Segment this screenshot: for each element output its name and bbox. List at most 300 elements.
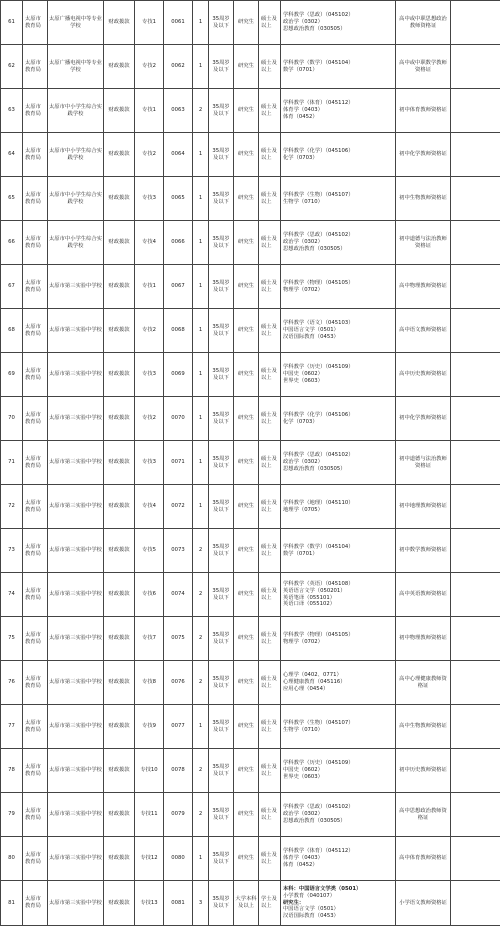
row-dept-cell: 太原市教育局 (23, 881, 48, 926)
row-seq-cell: 81 (1, 881, 23, 926)
row-code-cell: 0078 (164, 749, 193, 793)
table-row (1, 573, 500, 617)
row-unit-cell: 太原市中小学生综合实践学校 (48, 221, 104, 265)
row-notes-cell: 初中地理教师资格证 (396, 485, 451, 529)
table-row (1, 177, 500, 221)
row-funding-cell: 财政拨款 (104, 221, 135, 265)
row-notes-cell: 初中道德与法治教师资格证 (396, 221, 451, 265)
row-seq-cell: 63 (1, 89, 23, 133)
major-line: 体育（0452） (283, 862, 394, 869)
row-education-cell: 研究生 (234, 397, 259, 441)
row-majors-cell (281, 881, 396, 926)
row-count-cell: 1 (193, 177, 209, 221)
row-notes-cell: 初中数学教师资格证 (396, 529, 451, 573)
row-count-cell: 2 (193, 793, 209, 837)
table-row (1, 133, 500, 177)
row-code-cell: 0061 (164, 1, 193, 45)
row-notes-cell: 高中心理健康教师资格证 (396, 661, 451, 705)
major-line: 化学（0703） (283, 155, 394, 162)
row-seq-cell: 75 (1, 617, 23, 661)
major-line: 英语语言文学（050201） (283, 588, 394, 595)
row-unit-cell: 太原市第三实验中学校 (48, 661, 104, 705)
row-code-cell: 0072 (164, 485, 193, 529)
row-dept-cell: 太原市教育局 (23, 45, 48, 89)
row-empty-cell (451, 881, 500, 926)
row-empty-cell (451, 133, 500, 177)
row-degree-cell: 硕士及以上 (259, 441, 281, 485)
row-notes-cell: 初中生物教师资格证 (396, 177, 451, 221)
major-line: 体育（0452） (283, 114, 394, 121)
row-unit-cell: 太原市第三实验中学校 (48, 441, 104, 485)
row-dept-cell: 太原市教育局 (23, 177, 48, 221)
row-majors-cell (281, 661, 396, 705)
row-degree-cell: 硕士及以上 (259, 705, 281, 749)
row-majors-cell (281, 529, 396, 573)
row-age-cell: 35周岁及以下 (209, 177, 234, 221)
row-position-cell: 专技11 (135, 793, 164, 837)
row-degree-cell: 硕士及以上 (259, 661, 281, 705)
major-line: 学科教学（英语）（045108） (283, 581, 394, 588)
row-code-cell: 0065 (164, 177, 193, 221)
row-funding-cell: 财政拨款 (104, 485, 135, 529)
row-seq-cell: 78 (1, 749, 23, 793)
row-unit-cell: 太原市中小学生综合实践学校 (48, 177, 104, 221)
row-code-cell: 0071 (164, 441, 193, 485)
major-line: 英语笔译（055101） (283, 595, 394, 602)
table-row (1, 793, 500, 837)
row-funding-cell: 财政拨款 (104, 89, 135, 133)
row-age-cell: 35周岁及以下 (209, 441, 234, 485)
row-dept-cell: 太原市教育局 (23, 837, 48, 881)
major-line: 生物学（0710） (283, 727, 394, 734)
row-education-cell: 研究生 (234, 749, 259, 793)
row-education-cell: 研究生 (234, 793, 259, 837)
row-funding-cell: 财政拨款 (104, 881, 135, 926)
row-count-cell: 2 (193, 529, 209, 573)
row-dept-cell: 太原市教育局 (23, 749, 48, 793)
major-line: 体育学（0403） (283, 107, 394, 114)
major-line: 生物学（0710） (283, 199, 394, 206)
row-unit-cell: 太原市第三实验中学校 (48, 353, 104, 397)
row-degree-cell: 硕士及以上 (259, 837, 281, 881)
major-line: 思想政治教育（030505） (283, 818, 394, 825)
row-position-cell: 专技4 (135, 221, 164, 265)
major-line: 学科教学（化学）（045106） (283, 148, 394, 155)
row-age-cell: 35周岁及以下 (209, 45, 234, 89)
major-line: 思想政治教育（030505） (283, 466, 394, 473)
row-empty-cell (451, 353, 500, 397)
row-count-cell: 3 (193, 881, 209, 926)
major-line: 学科教学（生物）（045107） (283, 720, 394, 727)
row-count-cell: 1 (193, 221, 209, 265)
row-code-cell: 0075 (164, 617, 193, 661)
row-unit-cell: 太原广播电视中等专业学校 (48, 45, 104, 89)
row-education-cell: 研究生 (234, 661, 259, 705)
row-education-cell: 研究生 (234, 837, 259, 881)
row-count-cell: 2 (193, 617, 209, 661)
row-empty-cell (451, 617, 500, 661)
row-degree-cell: 硕士及以上 (259, 793, 281, 837)
row-count-cell: 2 (193, 573, 209, 617)
major-line: 世界史（0603） (283, 378, 394, 385)
row-position-cell: 专技12 (135, 837, 164, 881)
major-line: 中国史（0602） (283, 371, 394, 378)
row-notes-cell: 高中历史教师资格证 (396, 353, 451, 397)
row-majors-cell (281, 177, 396, 221)
row-position-cell: 专技3 (135, 177, 164, 221)
row-funding-cell: 财政拨款 (104, 793, 135, 837)
row-position-cell: 专技10 (135, 749, 164, 793)
row-empty-cell (451, 529, 500, 573)
row-empty-cell (451, 837, 500, 881)
row-education-cell: 研究生 (234, 617, 259, 661)
row-education-cell: 研究生 (234, 45, 259, 89)
major-line: 汉语国际教育（0453） (283, 334, 394, 341)
row-age-cell: 35周岁及以下 (209, 89, 234, 133)
major-line: 中国语言文学（0501） (283, 327, 394, 334)
row-empty-cell (451, 265, 500, 309)
row-code-cell: 0070 (164, 397, 193, 441)
row-count-cell: 1 (193, 1, 209, 45)
row-code-cell: 0080 (164, 837, 193, 881)
table-row (1, 705, 500, 749)
row-count-cell: 1 (193, 837, 209, 881)
row-position-cell: 专技2 (135, 45, 164, 89)
row-count-cell: 1 (193, 397, 209, 441)
row-degree-cell: 硕士及以上 (259, 397, 281, 441)
row-education-cell: 研究生 (234, 529, 259, 573)
row-seq-cell: 72 (1, 485, 23, 529)
row-code-cell: 0073 (164, 529, 193, 573)
row-unit-cell: 太原广播电视中等专业学校 (48, 1, 104, 45)
row-degree-cell: 硕士及以上 (259, 89, 281, 133)
table-row (1, 221, 500, 265)
table-row (1, 265, 500, 309)
row-position-cell: 专技1 (135, 1, 164, 45)
row-majors-cell (281, 397, 396, 441)
row-notes-cell: 小学语文教师资格证 (396, 881, 451, 926)
row-notes-cell: 高中体育教师资格证 (396, 837, 451, 881)
row-age-cell: 35周岁及以下 (209, 793, 234, 837)
row-education-cell: 研究生 (234, 309, 259, 353)
row-funding-cell: 财政拨款 (104, 353, 135, 397)
row-funding-cell: 财政拨款 (104, 573, 135, 617)
row-position-cell: 专技2 (135, 133, 164, 177)
major-line: 学科教学（思政）（045102） (283, 452, 394, 459)
row-dept-cell: 太原市教育局 (23, 353, 48, 397)
row-empty-cell (451, 89, 500, 133)
row-degree-cell: 硕士及以上 (259, 133, 281, 177)
row-age-cell: 35周岁及以下 (209, 617, 234, 661)
row-position-cell: 专技4 (135, 485, 164, 529)
row-position-cell: 专技13 (135, 881, 164, 926)
row-age-cell: 35周岁及以下 (209, 529, 234, 573)
row-funding-cell: 财政拨款 (104, 705, 135, 749)
row-seq-cell: 79 (1, 793, 23, 837)
major-line: 心理学（0402、0771） (283, 672, 394, 679)
row-education-cell: 研究生 (234, 353, 259, 397)
major-line: 学科教学（历史）（045109） (283, 364, 394, 371)
row-code-cell: 0076 (164, 661, 193, 705)
major-line: 政治学（0302） (283, 459, 394, 466)
row-degree-cell: 硕士及以上 (259, 353, 281, 397)
row-dept-cell: 太原市教育局 (23, 221, 48, 265)
row-majors-cell (281, 45, 396, 89)
row-empty-cell (451, 793, 500, 837)
row-position-cell: 专技8 (135, 661, 164, 705)
row-dept-cell: 太原市教育局 (23, 265, 48, 309)
row-age-cell: 35周岁及以下 (209, 309, 234, 353)
row-age-cell: 35周岁及以下 (209, 705, 234, 749)
row-dept-cell: 太原市教育局 (23, 133, 48, 177)
row-notes-cell: 初中化学教师资格证 (396, 397, 451, 441)
table-row (1, 485, 500, 529)
major-line: 学科教学（思政）（045102） (283, 804, 394, 811)
row-funding-cell: 财政拨款 (104, 309, 135, 353)
row-degree-cell: 硕士及以上 (259, 749, 281, 793)
table-row (1, 353, 500, 397)
row-unit-cell: 太原市第三实验中学校 (48, 881, 104, 926)
row-empty-cell (451, 45, 500, 89)
row-position-cell: 专技3 (135, 441, 164, 485)
major-line: 物理学（0702） (283, 639, 394, 646)
row-empty-cell (451, 221, 500, 265)
row-position-cell: 专技9 (135, 705, 164, 749)
table-row (1, 529, 500, 573)
row-notes-cell: 初中物理教师资格证 (396, 617, 451, 661)
row-seq-cell: 65 (1, 177, 23, 221)
row-dept-cell: 太原市教育局 (23, 529, 48, 573)
row-funding-cell: 财政拨款 (104, 529, 135, 573)
row-notes-cell: 初中道德与法治教师资格证 (396, 441, 451, 485)
row-position-cell: 专技6 (135, 573, 164, 617)
major-line: 学科教学（地理）（045110） (283, 500, 394, 507)
row-code-cell: 0064 (164, 133, 193, 177)
row-code-cell: 0079 (164, 793, 193, 837)
row-unit-cell: 太原市第三实验中学校 (48, 529, 104, 573)
row-age-cell: 35周岁及以下 (209, 837, 234, 881)
row-seq-cell: 66 (1, 221, 23, 265)
major-line: 学科教学（物理）（045105） (283, 280, 394, 287)
row-unit-cell: 太原市第三实验中学校 (48, 265, 104, 309)
table-row (1, 1, 500, 45)
row-seq-cell: 76 (1, 661, 23, 705)
row-majors-cell (281, 837, 396, 881)
major-line: 中国史（0602） (283, 767, 394, 774)
row-majors-cell (281, 353, 396, 397)
row-majors-cell (281, 749, 396, 793)
row-code-cell: 0077 (164, 705, 193, 749)
row-education-cell: 研究生 (234, 441, 259, 485)
table-row (1, 881, 500, 926)
row-code-cell: 0081 (164, 881, 193, 926)
row-seq-cell: 68 (1, 309, 23, 353)
table-row (1, 749, 500, 793)
row-degree-cell: 硕士及以上 (259, 617, 281, 661)
row-empty-cell (451, 705, 500, 749)
row-education-cell: 研究生 (234, 89, 259, 133)
row-count-cell: 2 (193, 661, 209, 705)
row-funding-cell: 财政拨款 (104, 265, 135, 309)
row-education-cell: 研究生 (234, 705, 259, 749)
row-majors-cell (281, 793, 396, 837)
major-line: 思想政治教育（030505） (283, 246, 394, 253)
row-degree-cell: 硕士及以上 (259, 309, 281, 353)
row-notes-cell: 高中语文教师资格证 (396, 309, 451, 353)
table-row (1, 661, 500, 705)
major-line: 化学（0703） (283, 419, 394, 426)
row-count-cell: 1 (193, 485, 209, 529)
major-line: 学科教学（数学）（045104） (283, 544, 394, 551)
row-empty-cell (451, 309, 500, 353)
row-count-cell: 1 (193, 705, 209, 749)
row-count-cell: 1 (193, 441, 209, 485)
row-degree-cell: 学士及以上 (259, 881, 281, 926)
row-dept-cell: 太原市教育局 (23, 573, 48, 617)
row-age-cell: 35周岁及以下 (209, 485, 234, 529)
major-line: 学科教学（体育）（045112） (283, 100, 394, 107)
row-position-cell: 专技1 (135, 265, 164, 309)
row-degree-cell: 硕士及以上 (259, 265, 281, 309)
row-empty-cell (451, 177, 500, 221)
row-unit-cell: 太原市第三实验中学校 (48, 837, 104, 881)
row-count-cell: 1 (193, 265, 209, 309)
row-majors-cell (281, 309, 396, 353)
row-age-cell: 35周岁及以下 (209, 573, 234, 617)
major-line: 政治学（0302） (283, 19, 394, 26)
major-line: 学科教学（化学）（045106） (283, 412, 394, 419)
row-notes-cell: 初中体育教师资格证 (396, 89, 451, 133)
major-line: 中国语言文学（0501） (283, 906, 394, 913)
row-degree-cell: 硕士及以上 (259, 177, 281, 221)
row-majors-cell (281, 485, 396, 529)
row-unit-cell: 太原市第三实验中学校 (48, 749, 104, 793)
major-line: 小学教育（040107） (283, 893, 394, 900)
row-notes-cell: 高中物理教师资格证 (396, 265, 451, 309)
row-funding-cell: 财政拨款 (104, 661, 135, 705)
row-position-cell: 专技1 (135, 89, 164, 133)
row-dept-cell: 太原市教育局 (23, 1, 48, 45)
row-unit-cell: 太原市第三实验中学校 (48, 573, 104, 617)
row-age-cell: 35周岁及以下 (209, 397, 234, 441)
row-unit-cell: 太原市第三实验中学校 (48, 309, 104, 353)
row-dept-cell: 太原市教育局 (23, 485, 48, 529)
row-seq-cell: 67 (1, 265, 23, 309)
row-position-cell: 专技2 (135, 309, 164, 353)
row-age-cell: 35周岁及以下 (209, 265, 234, 309)
row-position-cell: 专技3 (135, 353, 164, 397)
major-line: 学科教学（生物）（045107） (283, 192, 394, 199)
row-count-cell: 1 (193, 353, 209, 397)
major-line: 学科教学（体育）（045112） (283, 848, 394, 855)
table-row (1, 397, 500, 441)
table-row (1, 837, 500, 881)
major-line: 政治学（0302） (283, 811, 394, 818)
row-code-cell: 0074 (164, 573, 193, 617)
row-code-cell: 0068 (164, 309, 193, 353)
row-seq-cell: 71 (1, 441, 23, 485)
row-unit-cell: 太原市第三实验中学校 (48, 485, 104, 529)
row-degree-cell: 硕士及以上 (259, 485, 281, 529)
major-line: 心理健康教育（045116） (283, 679, 394, 686)
row-count-cell: 1 (193, 133, 209, 177)
row-seq-cell: 77 (1, 705, 23, 749)
row-dept-cell: 太原市教育局 (23, 441, 48, 485)
row-education-cell: 研究生 (234, 573, 259, 617)
major-line: 思想政治教育（030505） (283, 26, 394, 33)
major-line: 政治学（0302） (283, 239, 394, 246)
row-education-cell: 研究生 (234, 485, 259, 529)
row-majors-cell (281, 265, 396, 309)
row-code-cell: 0067 (164, 265, 193, 309)
row-education-cell: 研究生 (234, 221, 259, 265)
row-position-cell: 专技5 (135, 529, 164, 573)
row-age-cell: 35周岁及以下 (209, 881, 234, 926)
major-line: 研究生： (283, 900, 394, 907)
row-dept-cell: 太原市教育局 (23, 793, 48, 837)
row-dept-cell: 太原市教育局 (23, 705, 48, 749)
row-degree-cell: 硕士及以上 (259, 529, 281, 573)
row-seq-cell: 62 (1, 45, 23, 89)
major-line: 数学（0701） (283, 67, 394, 74)
major-line: 学科教学（思政）（045102） (283, 12, 394, 19)
row-age-cell: 35周岁及以下 (209, 661, 234, 705)
major-line: 学科教学（思政）（045102） (283, 232, 394, 239)
row-funding-cell: 财政拨款 (104, 617, 135, 661)
row-code-cell: 0063 (164, 89, 193, 133)
row-majors-cell (281, 1, 396, 45)
row-code-cell: 0066 (164, 221, 193, 265)
row-majors-cell (281, 133, 396, 177)
row-age-cell: 35周岁及以下 (209, 749, 234, 793)
row-unit-cell: 太原市第三实验中学校 (48, 793, 104, 837)
row-dept-cell: 太原市教育局 (23, 309, 48, 353)
row-notes-cell: 高中思想政治教师资格证 (396, 793, 451, 837)
major-line: 物理学（0702） (283, 287, 394, 294)
row-count-cell: 1 (193, 45, 209, 89)
row-empty-cell (451, 661, 500, 705)
table-body (1, 1, 500, 926)
row-seq-cell: 64 (1, 133, 23, 177)
major-line: 体育学（0403） (283, 855, 394, 862)
row-notes-cell: 高中英语教师资格证 (396, 573, 451, 617)
row-education-cell: 研究生 (234, 1, 259, 45)
row-empty-cell (451, 397, 500, 441)
row-funding-cell: 财政拨款 (104, 397, 135, 441)
major-line: 本科：中国语言文学类（0501） (283, 886, 394, 893)
row-count-cell: 1 (193, 309, 209, 353)
row-empty-cell (451, 749, 500, 793)
row-notes-cell: 初中历史教师资格证 (396, 749, 451, 793)
row-age-cell: 35周岁及以下 (209, 1, 234, 45)
row-degree-cell: 硕士及以上 (259, 1, 281, 45)
major-line: 应用心理（0454） (283, 686, 394, 693)
row-education-cell: 研究生 (234, 133, 259, 177)
row-majors-cell (281, 617, 396, 661)
row-seq-cell: 80 (1, 837, 23, 881)
row-degree-cell: 硕士及以上 (259, 221, 281, 265)
major-line: 学科教学（历史）（045109） (283, 760, 394, 767)
row-notes-cell: 初中化学教师资格证 (396, 133, 451, 177)
row-empty-cell (451, 441, 500, 485)
row-majors-cell (281, 89, 396, 133)
row-unit-cell: 太原市第三实验中学校 (48, 397, 104, 441)
row-dept-cell: 太原市教育局 (23, 617, 48, 661)
row-funding-cell: 财政拨款 (104, 441, 135, 485)
row-dept-cell: 太原市教育局 (23, 661, 48, 705)
major-line: 学科教学（物理）（045105） (283, 632, 394, 639)
row-age-cell: 35周岁及以下 (209, 353, 234, 397)
